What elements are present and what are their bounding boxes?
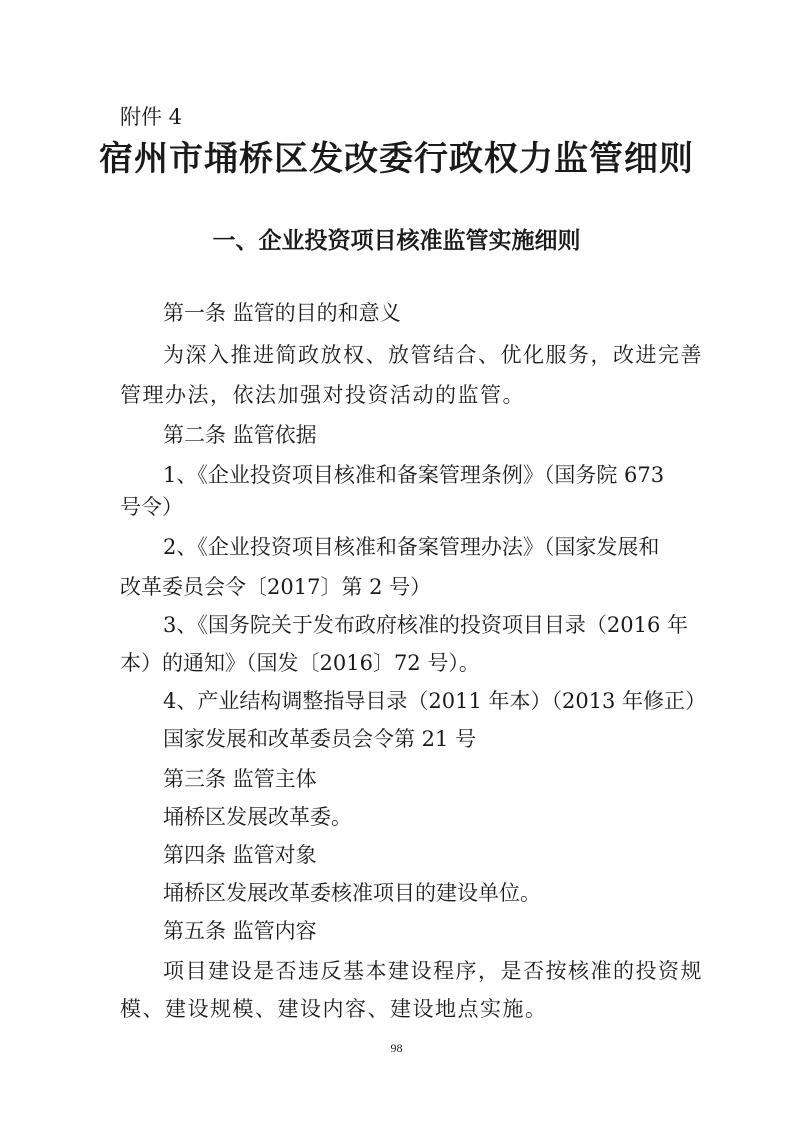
paragraph-line: 改革委员会令〔2017〕第 2 号） bbox=[120, 575, 432, 599]
basis-item-2: 2、《企业投资项目核准和备案管理办法》（国家发展和 bbox=[163, 535, 660, 559]
article-5-heading: 第五条 监管内容 bbox=[163, 919, 317, 943]
paragraph-line: 埇桥区发展改革委。 bbox=[163, 805, 352, 829]
paragraph-line: 本）的通知》（国发〔2016〕72 号）。 bbox=[120, 651, 480, 675]
paragraph-line: 管理办法，依法加强对投资活动的监管。 bbox=[120, 383, 525, 407]
annex-label: 附件 4 bbox=[120, 105, 183, 129]
basis-item-1: 1、《企业投资项目核准和备案管理条例》（国务院 673 bbox=[163, 463, 665, 487]
paragraph-line: 埇桥区发展改革委核准项目的建设单位。 bbox=[163, 881, 541, 905]
page-number: 98 bbox=[390, 1041, 403, 1055]
section-heading: 一、企业投资项目核准监管实施细则 bbox=[212, 228, 581, 254]
paragraph-line: 号令） bbox=[120, 495, 183, 519]
paragraph-line: 国家发展和改革委员会令第 21 号 bbox=[163, 727, 477, 751]
paragraph-line: 项目建设是否违反基本建设程序，是否按核准的投资规 bbox=[163, 959, 703, 983]
basis-item-3: 3、《国务院关于发布政府核准的投资项目目录（2016 年 bbox=[163, 613, 688, 637]
article-3-heading: 第三条 监管主体 bbox=[163, 767, 317, 791]
article-1-heading: 第一条 监管的目的和意义 bbox=[163, 301, 401, 325]
basis-item-4: 4、产业结构调整指导目录（2011 年本）（2013 年修正） bbox=[163, 689, 707, 713]
article-2-heading: 第二条 监管依据 bbox=[163, 423, 317, 447]
paragraph-line: 为深入推进简政放权、放管结合、优化服务，改进完善 bbox=[163, 343, 703, 367]
paragraph-line: 模、建设规模、建设内容、建设地点实施。 bbox=[120, 997, 548, 1021]
article-4-heading: 第四条 监管对象 bbox=[163, 843, 317, 867]
document-title: 宿州市埇桥区发改委行政权力监管细则 bbox=[99, 139, 694, 179]
